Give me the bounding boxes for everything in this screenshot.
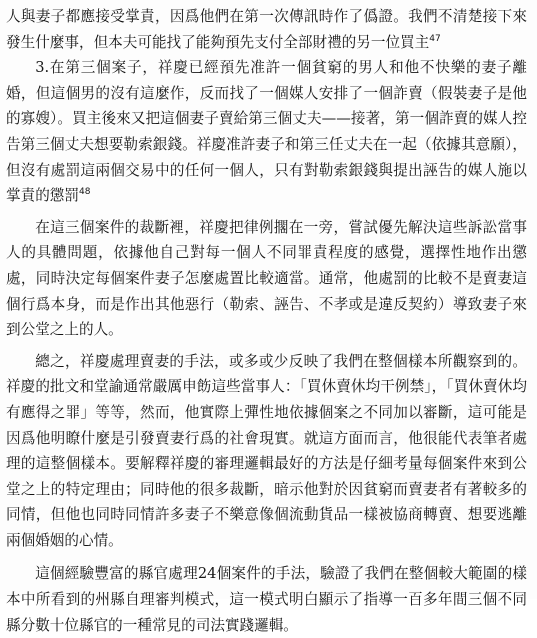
- footnote-marker: 47: [429, 33, 441, 44]
- paragraph-text: 總之，祥慶處理賣妻的手法，或多或少反映了我們在整個樣本所觀察到的。祥慶的批文和堂諭通常嚴厲申飭這些當事人：「買休賣休均干例禁」，「買休賣休均有應得之罪」等等，然而，他實際上彈性地依據個案之不同加以審斷，這可能是因爲他明瞭什麼是引發賣妻行爲的社會現實。就這方面而言，他很能代表筆者處理的這整個樣本。要解釋祥慶的審理邏輯最好的方法是仔細考量每個案件來到公堂之上的特定理由；同時他的很多裁斷，暗示他對於因貧窮而賣妻者有著較多的同情，但他也同時同情許多妻子不樂意像個流動貨品一樣被協商轉賣、想要逃離兩個婚姻的心情。: [6, 352, 527, 549]
- paragraph-text: 人與妻子都應接受掌責，因爲他們在第一次傳訊時作了僞證。我們不清楚接下來發生什麼事，但本夫可能找了能夠預先支付全部財禮的另一位買主: [6, 8, 527, 51]
- paragraph-text: 3.在第三個案子，祥慶已經預先准許一個貧窮的男人和他不快樂的妻子離婚，但這個男的沒有這麼作，反而找了一個媒人安排了一個詐賣（假裝妻子是他的寡嫂）。買主後來又把這個妻子賣給第三個丈夫——接著，第一個詐賣的媒人控告第三個丈夫想要勒索銀錢。祥慶准許妻子和第三任丈夫在一起（依據其意願），但沒有處罰這兩個交易中的任何一個人，只有對勒索銀錢與提出誣告的媒人施以掌責的懲罰: [6, 59, 527, 205]
- footnote-marker: 48: [78, 187, 91, 198]
- paragraph-continued-testimony: [6, 4, 527, 55]
- paragraph-conclusion: [6, 561, 527, 638]
- paragraph-summary: [6, 349, 527, 554]
- paragraph-case-analysis: [6, 215, 527, 343]
- paragraph-third-case: [6, 55, 527, 209]
- paragraph-text: 在這三個案件的裁斷裡，祥慶把律例擱在一旁，嘗試優先解決這些訴訟當事人的具體問題，依據他自己對每一個人不同罪責程度的感覺，選擇性地作出懲處，同時決定每個案件妻子怎麼處置比較適當。通常，他處罰的比較不是賣妻這個行爲本身，而是作出其他惡行（勒索、誣告、不孝或是違反契約）導致妻子來到公堂之上的人。: [6, 218, 527, 339]
- paragraph-text: 這個經驗豐富的縣官處理24個案件的手法，驗證了我們在整個較大範圍的樣本中所看到的州縣自理審判模式，這一模式明白顯示了指導一百多年間三個不同縣分數十位縣官的一種常見的司法實踐邏輯。: [6, 565, 527, 634]
